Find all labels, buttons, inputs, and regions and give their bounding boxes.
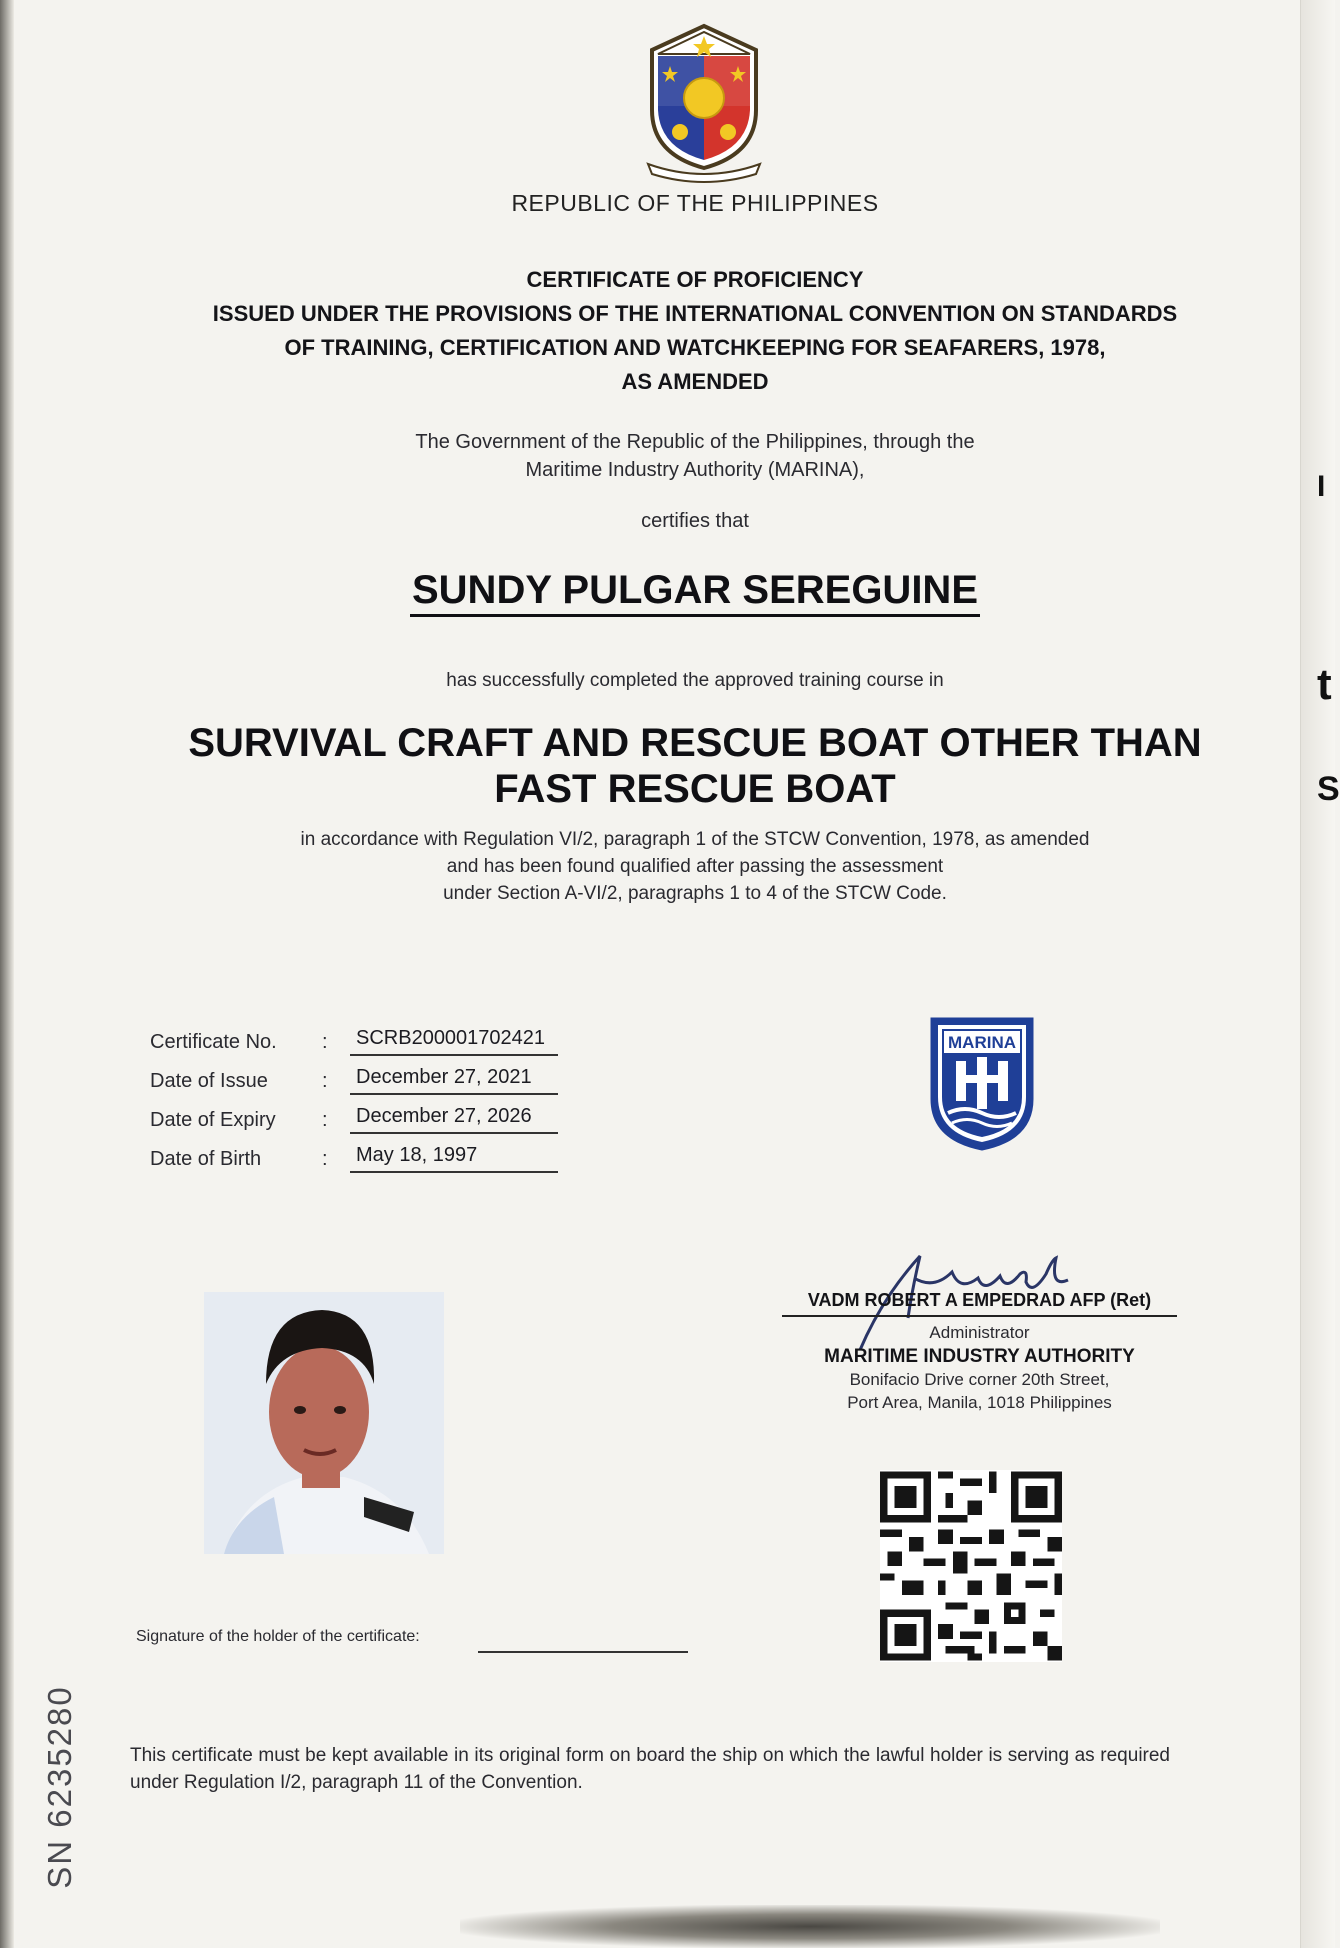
adjacent-page-strip: t S I: [1300, 0, 1335, 1948]
certificate-details: [150, 1025, 590, 1181]
detail-row-certificate-no: [150, 1025, 590, 1064]
official-organization: MARITIME INDUSTRY AUTHORITY: [824, 1346, 1135, 1367]
qr-code: [880, 1470, 1062, 1662]
holder-signature-line: [478, 1651, 688, 1653]
regulation-line-2: and has been found qualified after passing the assessment: [446, 856, 944, 877]
detail-colon: :: [322, 1031, 328, 1053]
course-title-line-1: SURVIVAL CRAFT AND RESCUE BOAT OTHER THAN: [188, 721, 1202, 765]
coat-of-arms-seal: [638, 14, 770, 182]
detail-value: May 18, 1997: [350, 1144, 558, 1173]
holder-signature-label: Signature of the holder of the certificate:: [136, 1628, 420, 1645]
detail-colon: :: [322, 1070, 328, 1092]
bottom-shadow: [460, 1905, 1160, 1948]
detail-label: Date of Issue: [150, 1070, 268, 1092]
intro-line-2: Maritime Industry Authority (MARINA),: [525, 459, 865, 481]
detail-label: Date of Birth: [150, 1148, 262, 1170]
convention-line-3: AS AMENDED: [621, 369, 769, 394]
official-address-line-1: Bonifacio Drive corner 20th Street,: [849, 1370, 1110, 1389]
regulation-line-3: under Section A-VI/2, paragraphs 1 to 4 of the STCW Code.: [443, 883, 947, 904]
detail-colon: :: [322, 1109, 328, 1131]
detail-row-date-of-issue: [150, 1064, 590, 1103]
page-edge-shadow: [0, 0, 14, 1948]
detail-row-date-of-birth: [150, 1142, 590, 1181]
detail-colon: :: [322, 1148, 328, 1170]
certificate-type: CERTIFICATE OF PROFICIENCY: [526, 267, 864, 292]
completed-text: has successfully completed the approved training course in: [446, 670, 944, 691]
official-title: Administrator: [929, 1323, 1030, 1342]
marina-logo-text: MARINA: [948, 1033, 1016, 1052]
detail-label: Date of Expiry: [150, 1109, 276, 1131]
holder-name-block: [150, 568, 1240, 613]
detail-value: December 27, 2026: [350, 1105, 558, 1134]
serial-number: SN 6235280: [41, 1685, 78, 1889]
official-name: VADM ROBERT A EMPEDRAD AFP (Ret): [782, 1290, 1177, 1317]
regulation-line-1: in accordance with Regulation VI/2, paragraph 1 of the STCW Convention, 1978, as amended: [300, 829, 1090, 850]
convention-line-2: OF TRAINING, CERTIFICATION AND WATCHKEEPING FOR SEAFARERS, 1978,: [284, 335, 1106, 360]
detail-row-date-of-expiry: [150, 1103, 590, 1142]
convention-line-1: ISSUED UNDER THE PROVISIONS OF THE INTERNATIONAL CONVENTION ON STANDARDS: [212, 301, 1178, 326]
certifies-text: certifies that: [641, 510, 749, 532]
marina-logo: [928, 1015, 1036, 1153]
holder-photo: [204, 1292, 444, 1554]
detail-value: December 27, 2021: [350, 1066, 558, 1095]
footer-notice: This certificate must be kept available in its original form on board the ship on which the lawful holder is serving as required under Regulation I/2, paragraph 11 of the Convention.: [130, 1745, 1170, 1793]
republic-heading: REPUBLIC OF THE PHILIPPINES: [511, 190, 879, 216]
detail-value: SCRB200001702421: [350, 1027, 558, 1056]
holder-name: SUNDY PULGAR SEREGUINE: [410, 568, 980, 617]
course-title-line-2: FAST RESCUE BOAT: [494, 767, 896, 811]
official-address-line-2: Port Area, Manila, 1018 Philippines: [847, 1393, 1112, 1412]
intro-line-1: The Government of the Republic of the Philippines, through the: [415, 431, 975, 453]
detail-label: Certificate No.: [150, 1031, 277, 1053]
course-title: [150, 720, 1240, 812]
official-signatory: [782, 1290, 1177, 1414]
